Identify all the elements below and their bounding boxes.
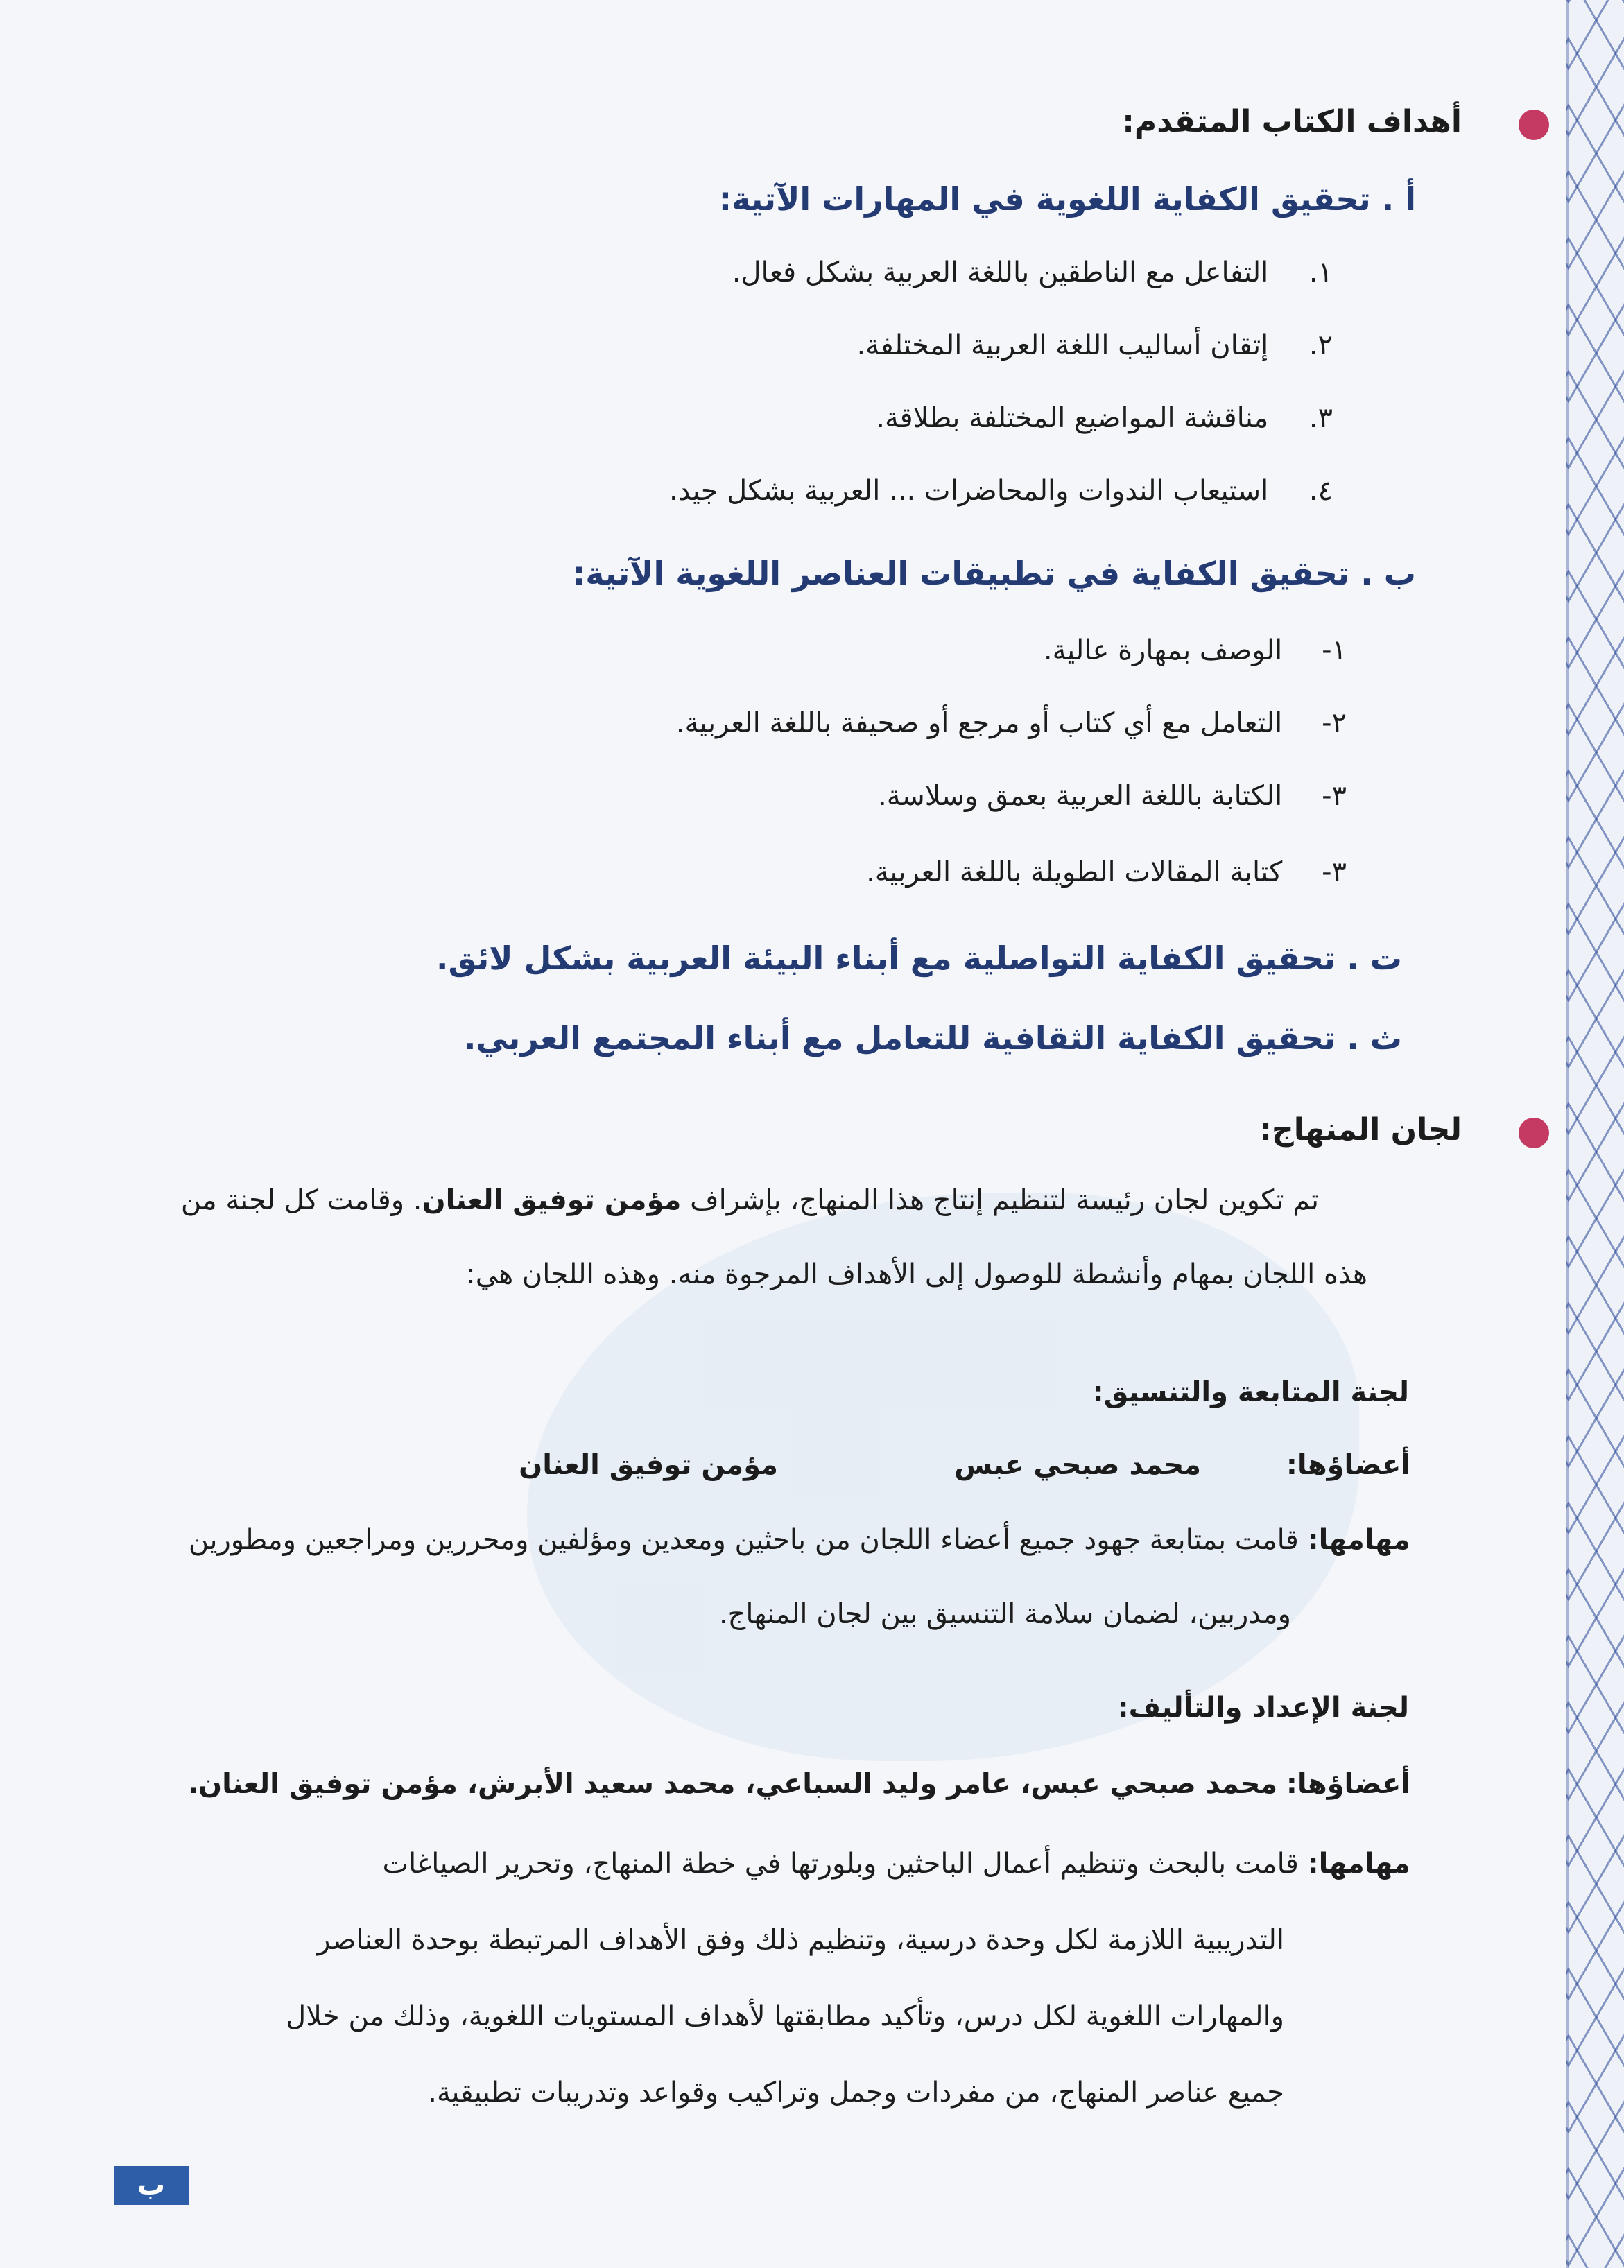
list-item-number: ٣- [1322,780,1347,812]
list-item-number: ١. [1308,257,1333,288]
intro-text: . وقامت كل لجنة من [180,1184,422,1216]
list-item-number: ٣. [1308,402,1333,434]
list-item-text: التعامل مع أي كتاب أو مرجع أو صحيفة باللغة العربية. [675,707,1283,739]
followup-tasks-line-1 [189,1524,1410,1556]
followup-member: محمد صبحي عبس [954,1449,1201,1481]
list-item [856,329,1333,361]
section-t-title: ت . تحقيق الكفاية التواصلية مع أبناء البيئة العربية بشكل لائق. [436,940,1402,977]
list-item [669,475,1333,507]
section-b-title: ب . تحقيق الكفاية في تطبيقات العناصر اللغوية الآتية: [572,555,1416,592]
list-item-number: ٢- [1322,707,1347,739]
goals-heading: أهداف الكتاب المتقدم: [1122,104,1462,139]
list-item-text: مناقشة المواضيع المختلفة بطلاقة. [876,402,1269,434]
intro-text: تم تكوين لجان رئيسة لتنظيم إنتاج هذا المنهاج، بإشراف [690,1184,1319,1216]
committees-intro-line-2: هذه اللجان بمهام وأنشطة للوصول إلى الأهداف المرجوة منه. وهذه اللجان هي: [466,1258,1367,1290]
authoring-members-line [188,1768,1410,1800]
authoring-tasks-line-2: التدريبية اللازمة لكل وحدة درسية، وتنظيم ذلك وفق الأهداف المرتبطة بوحدة العناصر [317,1924,1284,1956]
list-item-text: الكتابة باللغة العربية بعمق وسلاسة. [878,780,1283,812]
list-item [866,856,1347,888]
authoring-tasks-line-3: والمهارات اللغوية لكل درس، وتأكيد مطابقتها لأهداف المستويات اللغوية، وذلك من خلال [286,2000,1284,2032]
authoring-tasks-line-4: جميع عناصر المنهاج، من مفردات وجمل وتراكيب وقواعد وتدريبات تطبيقية. [428,2077,1284,2109]
list-item-number: ٢. [1308,329,1333,361]
supervisor-name: مؤمن توفيق العنان [422,1184,682,1216]
list-item [1044,634,1347,666]
decorative-border-pattern [1566,0,1624,2268]
tasks-label: مهامها: [1307,1524,1410,1556]
list-item [676,707,1347,739]
list-item-text: كتابة المقالات الطويلة باللغة العربية. [866,856,1283,888]
list-item [876,402,1333,434]
list-item-number: ٤. [1308,475,1333,507]
followup-committee-title: لجنة المتابعة والتنسيق: [1092,1376,1409,1408]
authoring-committee-title: لجنة الإعداد والتأليف: [1117,1692,1409,1724]
list-item-number: ١- [1322,634,1347,666]
section-a-title: أ . تحقيق الكفاية اللغوية في المهارات الآتية: [718,180,1416,218]
followup-tasks-line-2: ومدربين، لضمان سلامة التنسيق بين لجان المنهاج. [718,1598,1291,1630]
followup-members-label: أعضاؤها: [1286,1449,1410,1481]
tasks-label: مهامها: [1307,1848,1410,1880]
page-number-badge: ب [114,2166,189,2205]
tasks-text: قامت بمتابعة جهود جميع أعضاء اللجان من باحثين ومعدين ومؤلفين ومحررين ومراجعين ومطورين [188,1524,1299,1556]
list-item [878,780,1347,812]
list-item [732,257,1333,288]
committees-heading: لجان المنهاج: [1259,1112,1462,1148]
list-item-text: الوصف بمهارة عالية. [1043,634,1283,666]
authoring-members: محمد صبحي عبس، عامر وليد السباعي، محمد سعيد الأبرش، مؤمن توفيق العنان. [187,1768,1278,1800]
bullet-icon [1519,1118,1549,1148]
bullet-icon [1519,110,1549,140]
section-th-title: ث . تحقيق الكفاية الثقافية للتعامل مع أبناء المجتمع العربي. [463,1019,1402,1057]
list-item-number: ٣- [1322,856,1347,888]
tasks-text: قامت بالبحث وتنظيم أعمال الباحثين وبلورتها في خطة المنهاج، وتحرير الصياغات [382,1848,1299,1880]
list-item-text: التفاعل مع الناطقين باللغة العربية بشكل فعال. [732,257,1269,288]
committees-intro-line-1 [181,1184,1319,1216]
authoring-tasks-line-1 [383,1848,1410,1880]
followup-member: مؤمن توفيق العنان [519,1449,778,1481]
list-item-text: استيعاب الندوات والمحاضرات ... العربية بشكل جيد. [668,475,1269,507]
list-item-text: إتقان أساليب اللغة العربية المختلفة. [856,329,1269,361]
members-label: أعضاؤها: [1286,1768,1410,1800]
